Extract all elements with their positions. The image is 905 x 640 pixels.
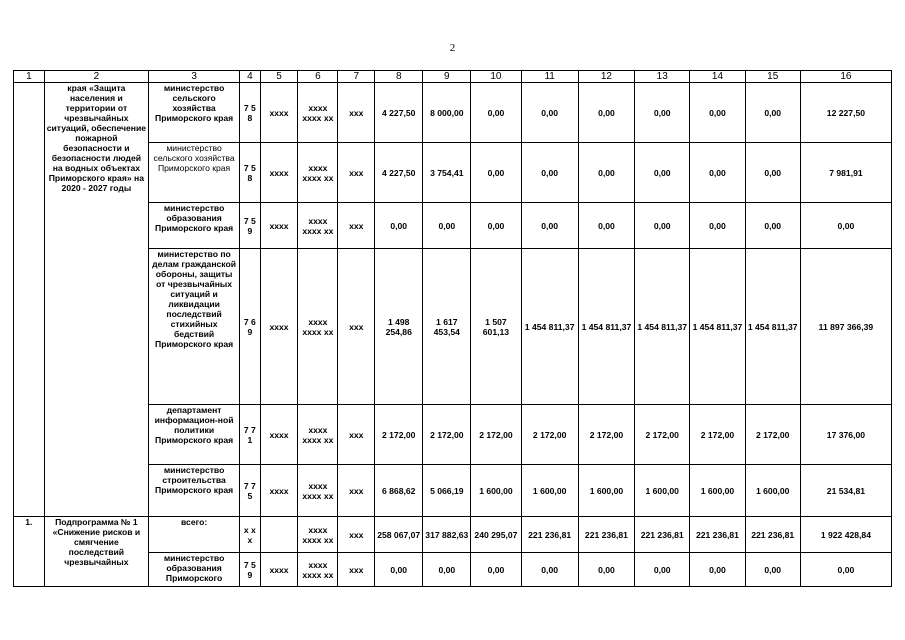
total-value: 12 227,50 [800,83,891,143]
target-code: хххх хххх хх [298,405,338,465]
executor: министерство по делам гражданской обороны, защиты от чрезвычайных ситуаций и ликвидации последствий стихийных бедствий Приморского края [149,249,240,405]
year-value: 221 236,81 [745,517,800,553]
year-value: 221 236,81 [690,517,745,553]
year-value: 0,00 [471,553,521,587]
year-value: 0,00 [635,203,690,249]
section-code: хххх [260,249,298,405]
section-code: хххх [260,83,298,143]
year-value: 0,00 [471,143,521,203]
year-value: 240 295,07 [471,517,521,553]
column-header: 5 [260,71,298,83]
table-row [14,83,892,143]
year-value: 0,00 [375,203,423,249]
year-value: 0,00 [578,203,634,249]
year-value: 0,00 [635,83,690,143]
section-code: хххх [260,203,298,249]
year-value: 1 600,00 [471,465,521,517]
year-value: 0,00 [521,143,578,203]
year-value: 0,00 [471,83,521,143]
year-value: 2 172,00 [690,405,745,465]
year-value: 0,00 [745,203,800,249]
year-value: 0,00 [471,203,521,249]
total-value: 1 922 428,84 [800,517,891,553]
year-value: 1 600,00 [578,465,634,517]
column-header: 4 [240,71,260,83]
year-value: 1 600,00 [521,465,578,517]
column-header: 15 [745,71,800,83]
target-code: хххх хххх хх [298,143,338,203]
year-value: 2 172,00 [423,405,471,465]
subprogram-name: Подпрограмма № 1 «Снижение рисков и смягчение последствий чрезвычайных [44,517,148,587]
section-code [260,517,298,553]
column-header: 1 [14,71,45,83]
grbs-code: 7 5 9 [240,203,260,249]
year-value: 4 227,50 [375,83,423,143]
column-header: 2 [44,71,148,83]
grbs-code: 7 6 9 [240,249,260,405]
year-value: 0,00 [578,83,634,143]
year-value: 0,00 [635,553,690,587]
expense-type: ххх [338,517,375,553]
target-code: хххх хххх хх [298,465,338,517]
year-value: 0,00 [521,553,578,587]
year-value: 2 172,00 [471,405,521,465]
grbs-code: 7 7 1 [240,405,260,465]
year-value: 1 507 601,13 [471,249,521,405]
expense-type: ххх [338,465,375,517]
total-value: 7 981,91 [800,143,891,203]
year-value: 0,00 [635,143,690,203]
column-header: 10 [471,71,521,83]
year-value: 0,00 [578,143,634,203]
section-code: хххх [260,465,298,517]
year-value: 221 236,81 [521,517,578,553]
total-value: 11 897 366,39 [800,249,891,405]
year-value: 0,00 [375,553,423,587]
column-header: 13 [635,71,690,83]
column-header: 12 [578,71,634,83]
year-value: 1 498 254,86 [375,249,423,405]
section-code: хххх [260,553,298,587]
year-value: 2 172,00 [375,405,423,465]
row-index [14,83,45,517]
year-value: 2 172,00 [635,405,690,465]
column-header: 7 [338,71,375,83]
year-value: 3 754,41 [423,143,471,203]
target-code: хххх хххх хх [298,553,338,587]
year-value: 258 067,07 [375,517,423,553]
executor: министерство сельского хозяйства Приморского края [149,143,240,203]
expense-type: ххх [338,405,375,465]
section-code: хххх [260,143,298,203]
year-value: 0,00 [521,83,578,143]
executor: министерство образования Приморского [149,553,240,587]
year-value: 2 172,00 [578,405,634,465]
subprogram-row [14,517,892,553]
expense-type: ххх [338,553,375,587]
year-value: 1 600,00 [745,465,800,517]
grbs-code: 7 5 8 [240,143,260,203]
year-value: 1 600,00 [635,465,690,517]
year-value: 0,00 [690,143,745,203]
year-value: 0,00 [745,553,800,587]
program-name: края «Защита населения и территории от чрезвычайных ситуаций, обеспечение пожарной безопасности и безопасности людей на водных объектах Приморского края» на 2020 - 2027 годы [44,83,148,517]
grbs-code: 7 5 9 [240,553,260,587]
year-value: 4 227,50 [375,143,423,203]
executor: министерство строительства Приморского края [149,465,240,517]
year-value: 0,00 [578,553,634,587]
column-header: 11 [521,71,578,83]
column-header: 9 [423,71,471,83]
year-value: 0,00 [745,83,800,143]
year-value: 8 000,00 [423,83,471,143]
year-value: 0,00 [690,553,745,587]
column-header: 6 [298,71,338,83]
expense-type: ххх [338,203,375,249]
column-header: 14 [690,71,745,83]
year-value: 1 454 811,37 [690,249,745,405]
year-value: 221 236,81 [578,517,634,553]
year-value: 1 600,00 [690,465,745,517]
year-value: 6 868,62 [375,465,423,517]
expense-type: ххх [338,143,375,203]
year-value: 0,00 [690,203,745,249]
year-value: 2 172,00 [745,405,800,465]
year-value: 1 617 453,54 [423,249,471,405]
target-code: хххх хххх хх [298,203,338,249]
grbs-code: 7 5 8 [240,83,260,143]
year-value: 0,00 [690,83,745,143]
expense-type: ххх [338,83,375,143]
year-value: 0,00 [423,553,471,587]
budget-table [13,70,892,587]
executor: департамент информацион-ной политики Приморского края [149,405,240,465]
year-value: 2 172,00 [521,405,578,465]
year-value: 0,00 [423,203,471,249]
year-value: 5 066,19 [423,465,471,517]
target-code: хххх хххх хх [298,249,338,405]
grbs-code: х х х [240,517,260,553]
year-value: 317 882,63 [423,517,471,553]
year-value: 0,00 [521,203,578,249]
year-value: 0,00 [745,143,800,203]
target-code: хххх хххх хх [298,83,338,143]
year-value: 1 454 811,37 [578,249,634,405]
executor: министерство сельского хозяйства Приморского края [149,83,240,143]
expense-type: ххх [338,249,375,405]
column-header: 3 [149,71,240,83]
executor: министерство образования Приморского края [149,203,240,249]
total-value: 0,00 [800,553,891,587]
year-value: 1 454 811,37 [745,249,800,405]
page-number: 2 [449,42,456,54]
target-code: хххх хххх хх [298,517,338,553]
year-value: 1 454 811,37 [635,249,690,405]
column-header: 8 [375,71,423,83]
year-value: 221 236,81 [635,517,690,553]
subprogram-index: 1. [14,517,45,587]
column-header: 16 [800,71,891,83]
executor: всего: [149,517,240,553]
total-value: 0,00 [800,203,891,249]
header-row [14,71,892,83]
total-value: 21 534,81 [800,465,891,517]
total-value: 17 376,00 [800,405,891,465]
year-value: 1 454 811,37 [521,249,578,405]
section-code: хххх [260,405,298,465]
grbs-code: 7 7 5 [240,465,260,517]
